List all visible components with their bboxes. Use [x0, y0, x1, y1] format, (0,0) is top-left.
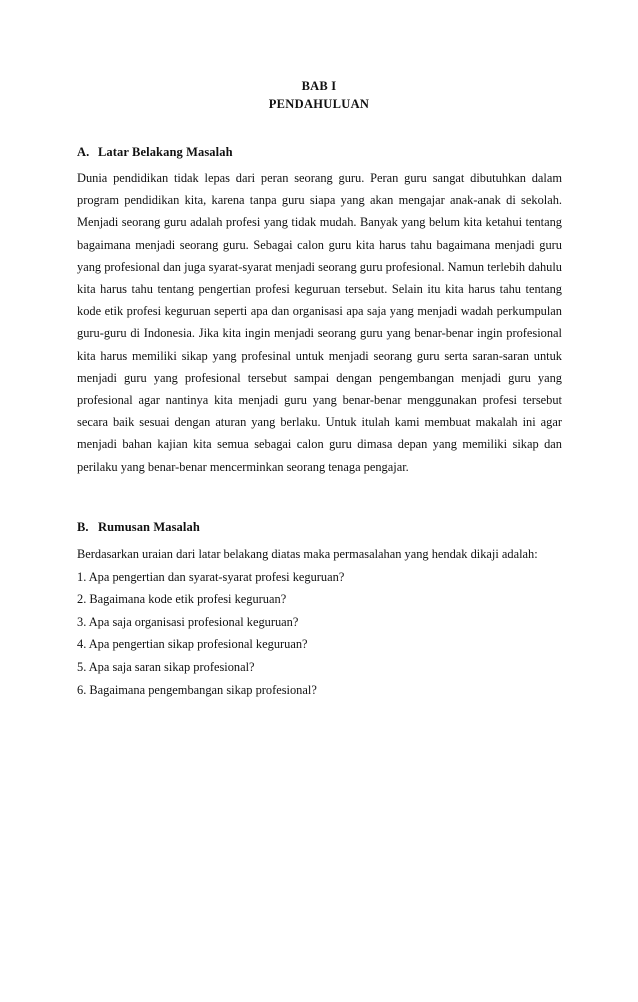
list-item: 4. Apa pengertian sikap profesional keguruan?: [77, 637, 308, 652]
list-item: 2. Bagaimana kode etik profesi keguruan?: [77, 592, 287, 607]
list-item: 3. Apa saja organisasi profesional keguruan?: [77, 614, 299, 629]
section-letter: B.: [77, 520, 89, 534]
problem-intro: Berdasarkan uraian dari latar belakang diatas maka permasalahan yang hendak dikaji adalah:: [77, 547, 538, 561]
section-background: [77, 144, 562, 478]
chapter-number: BAB I: [301, 79, 337, 93]
section-letter: A.: [77, 145, 90, 159]
section-problem-statement: [77, 519, 562, 701]
section-heading-text: Rumusan Masalah: [98, 520, 200, 534]
list-item: 5. Apa saja saran sikap profesional?: [77, 659, 255, 674]
background-paragraph: Dunia pendidikan tidak lepas dari peran seorang guru. Peran guru sangat dibutuhkan dalam program pendidikan kita, karena tanpa guru siapa yang akan mengajar anak-anak di sekolah. Menjadi seorang guru adalah profesi yang tidak mudah. Banyak yang belum kita ketahui tentang bagaimana menjadi seorang guru. Sebagai calon guru kita harus tahu bagaimana menjadi guru yang profesional dan juga syarat-syarat menjadi seorang guru profesional. Namun terlebih dahulu kita harus tahu tentang pengertian profesi keguruan tersebut. Selain itu kita harus tahu tentang kode etik profesi keguruan seperti apa dan organisasi apa saja yang menjadi wadah perkumpulan guru-guru di Indonesia. Jika kita ingin menjadi seorang guru yang benar-benar ingin profesional kita harus memiliki sikap yang profesinal untuk menjadi seorang guru serta saran-saran untuk menjadi guru yang profesional tersebut sampai dengan pengembangan menjadi guru yang profesional agar nantinya kita menjadi guru yang benar-benar menggunakan profesi tersebut secara baik sesuai dengan aturan yang berlaku. Untuk itulah kami membuat makalah ini agar menjadi bahan kajian kita semua sebagai calon guru dimasa depan yang memiliki sikap dan perilaku yang benar-benar mencerminkan seorang tenaga pengajar.: [77, 171, 562, 474]
section-heading-problem: [77, 519, 562, 535]
section-heading-background: [77, 144, 562, 160]
list-item: 1. Apa pengertian dan syarat-syarat profesi keguruan?: [77, 569, 345, 584]
question-list: [77, 566, 562, 702]
list-item: 6. Bagaimana pengembangan sikap profesional?: [77, 682, 317, 697]
chapter-title: PENDAHULUAN: [268, 97, 370, 111]
section-heading-text: Latar Belakang Masalah: [98, 145, 233, 159]
